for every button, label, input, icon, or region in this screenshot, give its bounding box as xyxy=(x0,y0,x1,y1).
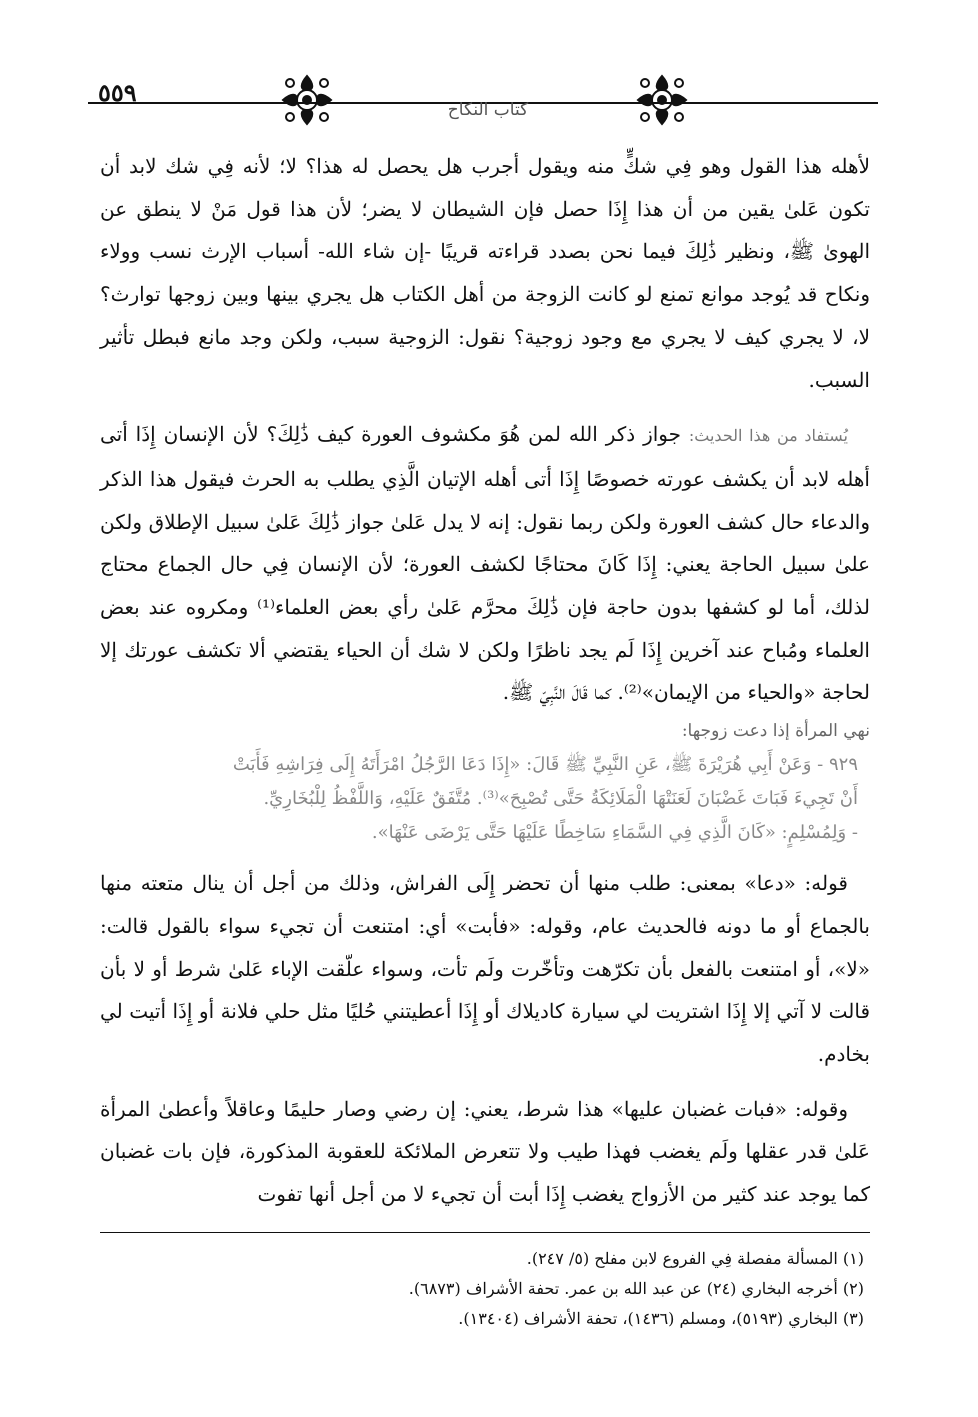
spacer xyxy=(100,401,870,413)
paragraph: قوله: «دعا» بمعنى: طلب منها أن تحضر إِلَى الفراش، وذلك من أجل أن ينال متعته منها بالجماع أو ما دونه فالحديث عام، وقوله: «فأبت» أي: امتنعت أن تجيء سواء بالقول قالت: «لا»، أو امتنعت بالفعل بأن تكرّهت وتأخّرت ولَم تأت، وسواء علّقت الإباء عَلىٰ شرط أو لا بأن قالت لا آتي إلا إِذَا اشتريت لي سيارة كاديلاك أو إِذَا أعطيتني حُليًا مثل حلي فلانة أو إِذَا أتيت لي بخادم. xyxy=(100,871,870,1066)
spacer xyxy=(100,1076,870,1088)
floral-ornament-icon xyxy=(633,72,691,128)
hadith-line: - وَلِمُسْلِمٍ: «كَانَ الَّذِي فِي السَّمَاءِ سَاخِطًا عَلَيْهَا حَتَّى يَرْضَى عَنْهَا». xyxy=(371,822,858,844)
paragraph: وقوله: «فبات غضبان عليها» هذا شرط، يعني: إن رضي وصار حليمًا وعاقلاً وأعطىٰ المرأة عَلىٰ قدر عقلها ولَم يغضب فهذا طيب ولا تتعرض الملائكة للعقوبة المذكورة، فإن بات غضبان كما يوجد عند كثير من الأزواج يغضب إِذَا أبت أن تجيء لا من أجل أنها تفوت xyxy=(100,1096,870,1207)
section-heading: نهي المرأة إذا دعت زوجها: xyxy=(681,721,870,742)
running-title: كتاب النكاح xyxy=(447,100,529,120)
paragraph-text: جواز ذكر الله لمن هُوَ مكشوف العورة كيف ذَٰلِكَ؟ لأن الإنسان إِذَا أتى أهله لابد أن يكشف عورته خصوصًا إِذَا أتى أهله الإتيان الَّذِي يطلب به الحرث فيقول هذا الذكر والدعاء حال كشف العورة ولكن ربما نقول: إنه لا يدل عَلىٰ جواز ذَٰلِكَ عَلىٰ سبيل الإطلاق ولكن علىٰ سبيل الحاجة يعني: إِذَا كَانَ محتاجًا لكشف العورة؛ لأن الإنسان فِي حال الجماع محتاج لذلك، أما لو كشفها بدون حاجة فإن ذَٰلِكَ محرَّم عَلىٰ رأي بعض العلماء⁽¹⁾ ومكروه عند بعض العلماء ومُباح عند آخرين إِذَا لَم يجد ناظرًا ولكن لا شك أن الحياء يقتضي ألا تكشف عورتك إلا لحاجة «والحياء من الإيمان»⁽²⁾. كما قَالَ النَّبِيّ ﷺ. xyxy=(100,422,870,705)
page-body xyxy=(100,145,870,1216)
footnote: (٣) البخاري (٥١٩٣)، ومسلم (١٤٣٦)، تحفة الأشراف (١٣٤٠٤). xyxy=(458,1309,864,1328)
footnotes xyxy=(100,1244,870,1334)
hadith-line: ٩٢٩ - وَعَنْ أَبِي هُرَيْرَةَ ﷺ، عَنِ النَّبِيِّ ﷺ قَالَ: «إِذَا دَعَا الرَّجُلُ امْرَأَتَهُ إِلَى فِرَاشِهِ فَأَبَتْ xyxy=(232,754,858,776)
page-header xyxy=(88,70,878,140)
floral-ornament-icon xyxy=(278,72,336,128)
paragraph xyxy=(100,413,870,714)
hadith-line: أَنْ تَجِيءَ فَبَاتَ غَضْبَانَ لَعَنَتْهَا الْمَلَائِكَةُ حَتَّى تُصْبِحَ»⁽³⁾. مُتَّفَقٌ عَلَيْهِ، وَاللَّفْظُ لِلْبُخَارِيِّ. xyxy=(263,788,858,810)
paragraph: لأهله هذا القول وهو فِي شكٍّ منه ويقول أجرب هل يحصل له هذا؟ لا؛ لأنه فِي شك لابد أن تكون عَلىٰ يقين من أن هذا إِذَا حصل فإن الشيطان لا يضر؛ لأن هذا قول مَنْ لا ينطق عن الهوىٰ ﷺ، ونظير ذَٰلِكَ فيما نحن بصدد قراءته قريبًا -إن شاء الله- أسباب الإرث نسب وولاء ونكاح قد يُوجد موانع تمنع لو كانت الزوجة من أهل الكتاب هل يجري بينها وبين زوجها توارث؟ لا، لا يجري كيف لا يجري مع وجود زوجية؟ نقول: الزوجية سبب، ولكن وجد مانع فبطل تأثير السبب. xyxy=(100,154,870,392)
hadith-block xyxy=(100,748,870,850)
benefit-label: يُستفاد من هذا الحديث: xyxy=(688,426,848,446)
footnote: (٢) أخرجه البخاري (٢٤) عن عبد الله بن عمر. تحفة الأشراف (٦٨٧٣). xyxy=(408,1279,864,1298)
footnote-rule xyxy=(100,1232,870,1233)
spacer xyxy=(100,850,870,862)
page-number: ٥٥٩ xyxy=(98,78,137,107)
footnote: (١) المسألة مفصلة فِي الفروع لابن مفلح (٥/ ٢٤٧). xyxy=(526,1249,864,1268)
